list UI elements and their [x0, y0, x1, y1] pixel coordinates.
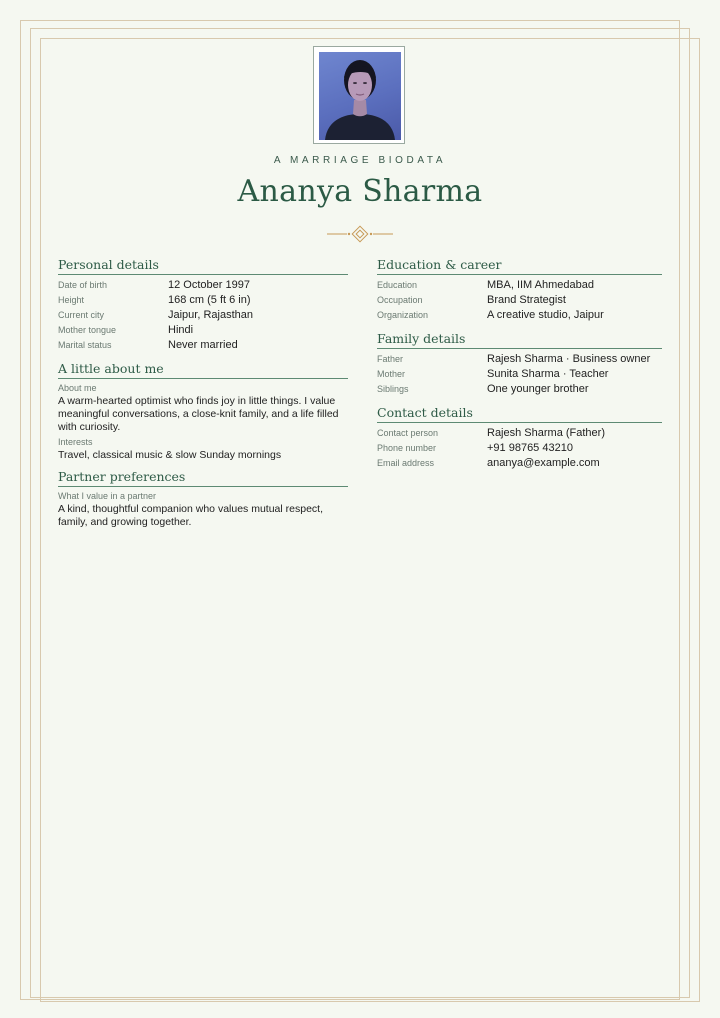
email-address[interactable]: ananya@example.com: [487, 457, 600, 469]
detail-value: Brand Strategist: [487, 294, 566, 306]
profile-photo: [313, 46, 405, 144]
about-text: A warm-hearted optimist who finds joy in little things. I value meaningful conversations, a close-knit family, and a life filled with curiosity.: [58, 395, 339, 433]
detail-row: [377, 294, 662, 309]
detail-label: Siblings: [377, 384, 409, 394]
detail-row: [377, 383, 662, 398]
section-title: Partner preferences: [58, 469, 348, 487]
left-column: [58, 257, 348, 536]
candidate-name: Ananya Sharma: [237, 174, 483, 209]
detail-row: [377, 368, 662, 383]
partner-label: What I value in a partner: [58, 491, 157, 501]
detail-row: [377, 353, 662, 368]
detail-row: [377, 427, 662, 442]
detail-label: Occupation: [377, 295, 423, 305]
right-column: [377, 257, 662, 479]
detail-row: [58, 279, 348, 294]
detail-label: Mother tongue: [58, 325, 117, 335]
section-title: Education & career: [377, 257, 662, 275]
detail-value: Hindi: [168, 324, 194, 336]
detail-row: [58, 294, 348, 309]
interests-label: Interests: [58, 437, 93, 447]
detail-label: Phone number: [377, 443, 437, 453]
section-title: Personal details: [58, 257, 348, 275]
detail-value: Never married: [168, 339, 238, 351]
detail-value: Rajesh Sharma · Business owner: [487, 353, 651, 365]
detail-value: One younger brother: [487, 383, 589, 395]
detail-row: [377, 442, 662, 457]
section-title: A little about me: [58, 361, 348, 379]
document-eyebrow: A MARRIAGE BIODATA: [273, 155, 447, 166]
detail-row: [377, 279, 662, 294]
detail-row: [58, 339, 348, 354]
detail-label: Height: [58, 295, 85, 305]
partner-preferences-section: [58, 469, 348, 529]
education-career-section: [377, 257, 662, 324]
detail-label: Contact person: [377, 428, 439, 438]
about-label: About me: [58, 383, 97, 393]
detail-row: [58, 324, 348, 339]
detail-value: Jaipur, Rajasthan: [168, 309, 253, 321]
detail-value: 12 October 1997: [168, 279, 250, 291]
detail-value: 168 cm (5 ft 6 in): [168, 294, 251, 306]
detail-row: [58, 309, 348, 324]
detail-label: Education: [377, 280, 418, 290]
personal-details-section: [58, 257, 348, 354]
detail-row: [377, 309, 662, 324]
detail-label: Father: [377, 354, 404, 364]
detail-value: Sunita Sharma · Teacher: [487, 368, 609, 380]
detail-value: Rajesh Sharma (Father): [487, 427, 605, 439]
detail-value: A creative studio, Jaipur: [487, 309, 604, 321]
interests-text: Travel, classical music & slow Sunday mornings: [58, 449, 282, 461]
section-title: Family details: [377, 331, 662, 349]
detail-label: Mother: [377, 369, 406, 379]
detail-label: Organization: [377, 310, 429, 320]
about-section: [58, 361, 348, 462]
detail-label: Date of birth: [58, 280, 108, 290]
detail-label: Email address: [377, 458, 435, 468]
detail-row: [377, 457, 662, 472]
section-title: Contact details: [377, 405, 662, 423]
contact-details-section: [377, 405, 662, 472]
divider-ornament-icon: [325, 224, 395, 244]
detail-value: MBA, IIM Ahmedabad: [487, 279, 594, 291]
partner-text: A kind, thoughtful companion who values mutual respect, family, and growing together.: [58, 503, 323, 528]
detail-label: Current city: [58, 310, 105, 320]
family-details-section: [377, 331, 662, 398]
phone-number[interactable]: +91 98765 43210: [487, 442, 573, 454]
detail-label: Marital status: [58, 340, 112, 350]
